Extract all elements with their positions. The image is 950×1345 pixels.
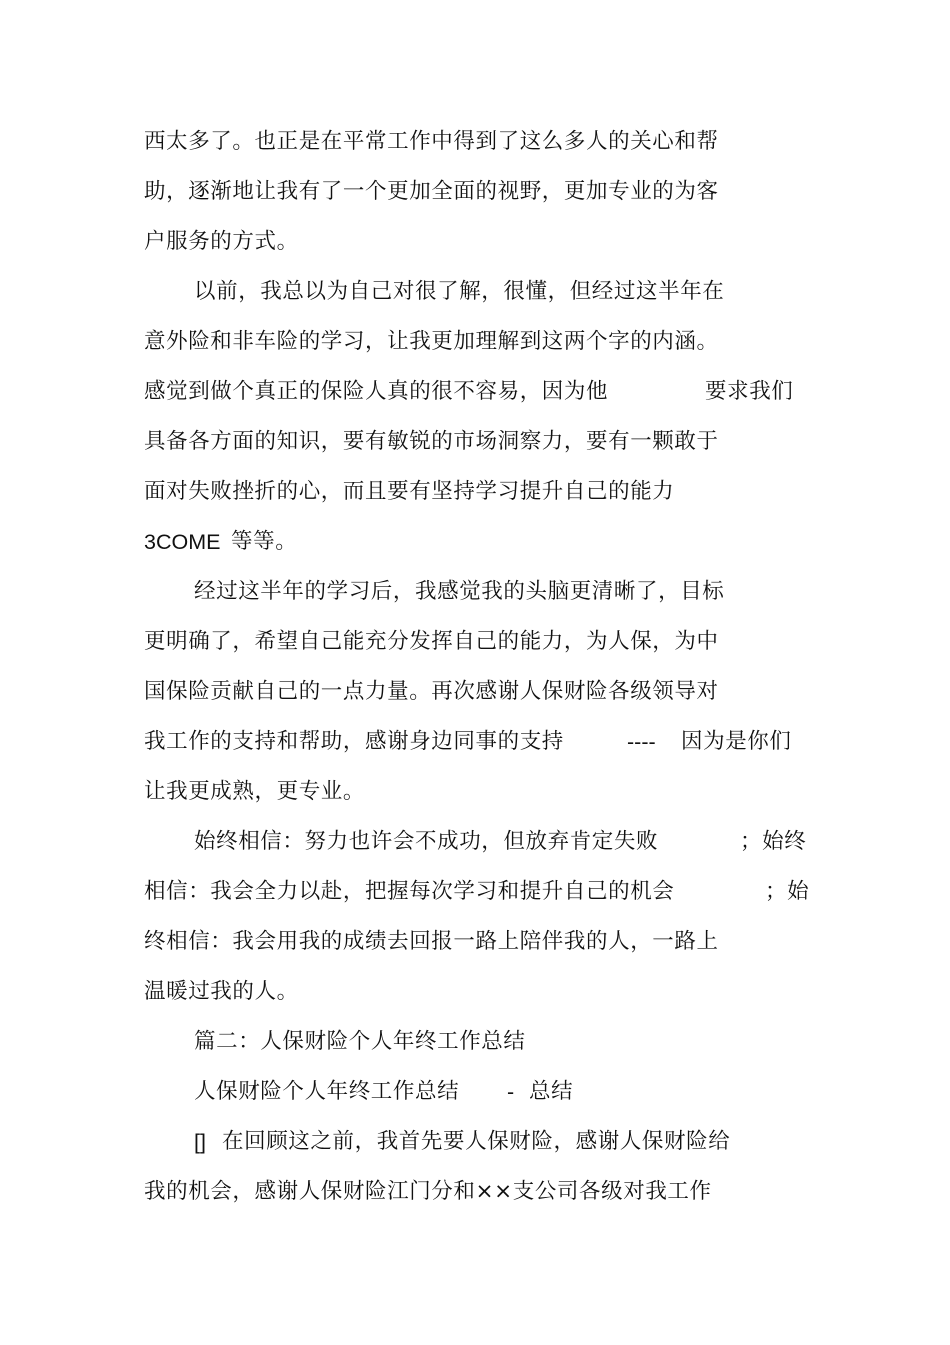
- paragraph-line: 我的机会，感谢人保财险江门分和××支公司各级对我工作: [144, 1179, 712, 1204]
- paragraph-line-tail: ；始终: [740, 829, 807, 854]
- bracket-marker: []: [194, 1130, 206, 1154]
- paragraph-line: 始终相信：努力也许会不成功，但放弃肯定失败: [194, 829, 659, 854]
- paragraph-line: 意外险和非车险的学习，让我更加理解到这两个字的内涵。: [144, 329, 719, 354]
- paragraph-line: 以前，我总以为自己对很了解，很懂，但经过这半年在: [194, 279, 725, 304]
- paragraph-line: 更明确了，希望自己能充分发挥自己的能力，为人保，为中: [144, 629, 719, 654]
- paragraph-line: 具备各方面的知识，要有敏锐的市场洞察力，要有一颗敢于: [144, 429, 719, 454]
- paragraph-line-tail: 因为是你们: [681, 729, 792, 754]
- paragraph-line: 让我更成熟，更专业。: [144, 779, 366, 804]
- paragraph-line-tail: 要求我们: [705, 379, 794, 404]
- paragraph-line: 在回顾这之前，我首先要人保财险，感谢人保财险给: [222, 1129, 731, 1154]
- paragraph-line: 温暖过我的人。: [144, 979, 299, 1004]
- paragraph-line-tail: 等等。: [231, 529, 298, 554]
- paragraph-line: 助，逐渐地让我有了一个更加全面的视野，更加专业的为客: [144, 179, 719, 204]
- paragraph-line: 感觉到做个真正的保险人真的很不容易，因为他: [144, 379, 609, 404]
- section-heading: 篇二：人保财险个人年终工作总结: [194, 1029, 526, 1054]
- section-subheading-dash: -: [507, 1080, 515, 1104]
- paragraph-line: 面对失败挫折的心，而且要有坚持学习提升自己的能力: [144, 479, 675, 504]
- paragraph-line: 终相信：我会用我的成绩去回报一路上陪伴我的人，一路上: [144, 929, 719, 954]
- paragraph-line: 经过这半年的学习后，我感觉我的头脑更清晰了，目标: [194, 579, 725, 604]
- paragraph-line: 我工作的支持和帮助，感谢身边同事的支持: [144, 729, 564, 754]
- section-subheading-tail: 总结: [529, 1079, 574, 1104]
- paragraph-line: 相信：我会全力以赴，把握每次学习和提升自己的机会: [144, 879, 675, 904]
- section-subheading: 人保财险个人年终工作总结: [194, 1079, 460, 1104]
- paragraph-line: 3COME: [144, 530, 221, 554]
- paragraph-line: 西太多了。也正是在平常工作中得到了这么多人的关心和帮: [144, 129, 719, 154]
- paragraph-line-tail: ；始: [765, 879, 810, 904]
- paragraph-line: 户服务的方式。: [144, 229, 299, 254]
- paragraph-line: 国保险贡献自己的一点力量。再次感谢人保财险各级领导对: [144, 679, 719, 704]
- paragraph-line-tail: ----: [627, 730, 656, 754]
